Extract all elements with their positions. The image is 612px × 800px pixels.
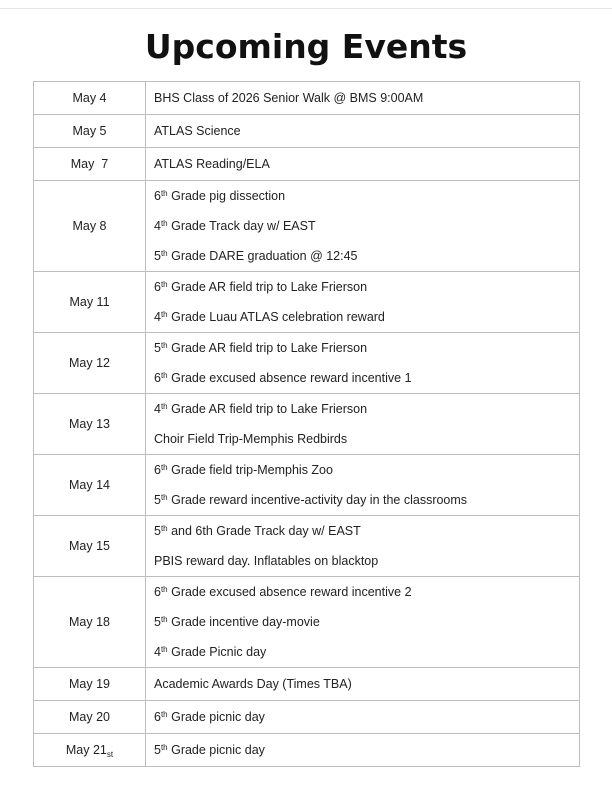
event-details [146,734,580,767]
event-text: Grade excused absence reward incentive 2 [167,585,412,599]
event-item [154,83,579,113]
event-item [154,577,579,607]
event-item [154,241,579,271]
event-row [34,701,580,734]
ordinal-suffix: th [160,524,168,533]
event-item [154,116,579,146]
event-text: Grade incentive day-movie [167,615,320,629]
event-text: Grade excused absence reward incentive 1 [167,371,412,385]
event-text: Grade Picnic day [167,645,267,659]
grade-number: 5 [154,493,161,507]
event-date-text: May 8 [72,219,107,233]
event-text: PBIS reward day. Inflatables on blacktop [154,554,379,568]
event-details [146,115,580,148]
event-text: Grade picnic day [167,743,265,757]
event-date-text: May 21 [65,743,107,757]
grade-number: 5 [154,524,161,538]
event-details [146,668,580,701]
event-text: Academic Awards Day (Times TBA) [154,677,352,691]
event-date [34,668,146,701]
event-text: ATLAS Science [154,124,241,138]
event-item [154,637,579,667]
event-date [34,181,146,272]
event-date [34,394,146,455]
event-date [34,82,146,115]
ordinal-suffix: th [160,493,168,502]
event-details [146,455,580,516]
event-text: Grade pig dissection [167,189,286,203]
event-text: Grade AR field trip to Lake Frierson [167,280,368,294]
event-date-text: May 18 [69,615,110,629]
ordinal-suffix: th [160,743,168,752]
event-text: Grade picnic day [167,710,265,724]
grade-number: 6 [154,463,161,477]
ordinal-suffix: th [160,463,168,472]
ordinal-suffix: th [160,341,168,350]
grade-number: 4 [154,219,161,233]
event-text: Grade field trip-Memphis Zoo [167,463,333,477]
event-row [34,394,580,455]
top-divider [0,8,612,9]
event-text: BHS Class of 2026 Senior Walk @ BMS 9:00AM [154,91,424,105]
event-date [34,734,146,767]
event-details [146,333,580,394]
ordinal-suffix: th [160,189,168,198]
event-row [34,333,580,394]
event-item [154,669,579,699]
event-date-text: May 4 [72,91,107,105]
event-details [146,181,580,272]
event-item [154,394,579,424]
grade-number: 6 [154,585,161,599]
event-text: Grade AR field trip to Lake Frierson [167,402,368,416]
event-row [34,148,580,181]
event-date [34,577,146,668]
ordinal-suffix: th [160,219,168,228]
event-details [146,577,580,668]
event-item [154,607,579,637]
event-row [34,272,580,333]
event-text: Grade DARE graduation @ 12:45 [167,249,358,263]
event-date [34,272,146,333]
grade-number: 4 [154,402,161,416]
event-item [154,455,579,485]
grade-number: 5 [154,615,161,629]
event-item [154,546,579,576]
event-date [34,701,146,734]
event-details [146,516,580,577]
event-details [146,82,580,115]
event-date [34,516,146,577]
ordinal-suffix: th [160,615,168,624]
event-text: Grade Luau ATLAS celebration reward [167,310,385,324]
event-item [154,702,579,732]
event-item [154,516,579,546]
event-text: ATLAS Reading/ELA [154,157,270,171]
event-date-text: May 15 [69,539,110,553]
event-item [154,272,579,302]
ordinal-suffix: th [160,310,168,319]
grade-number: 4 [154,645,161,659]
ordinal-suffix: th [160,585,168,594]
grade-number: 4 [154,310,161,324]
event-date [34,115,146,148]
event-row [34,455,580,516]
event-date-text: May 7 [70,157,109,171]
event-details [146,394,580,455]
event-date-suffix: st [106,750,114,759]
event-row [34,82,580,115]
event-date-text: May 14 [69,478,110,492]
grade-number: 6 [154,371,161,385]
grade-number: 6 [154,189,161,203]
page-title: Upcoming Events [144,27,468,66]
event-text: Grade Track day w/ EAST [167,219,316,233]
event-text: and 6th Grade Track day w/ EAST [167,524,361,538]
event-text: Grade AR field trip to Lake Frierson [167,341,368,355]
event-row [34,668,580,701]
events-table [33,81,580,767]
event-date [34,333,146,394]
event-date [34,148,146,181]
event-date-text: May 5 [72,124,107,138]
grade-number: 6 [154,280,161,294]
event-date-text: May 12 [69,356,110,370]
event-details [146,272,580,333]
ordinal-suffix: th [160,710,168,719]
event-item [154,181,579,211]
ordinal-suffix: th [160,280,168,289]
ordinal-suffix: th [160,249,168,258]
event-item [154,149,579,179]
event-item [154,485,579,515]
event-text: Grade reward incentive-activity day in the classrooms [167,493,468,507]
event-row [34,516,580,577]
grade-number: 5 [154,743,161,757]
event-date [34,455,146,516]
event-row [34,181,580,272]
event-item [154,735,579,765]
grade-number: 6 [154,710,161,724]
event-item [154,363,579,393]
ordinal-suffix: th [160,371,168,380]
event-details [146,701,580,734]
event-row [34,577,580,668]
event-item [154,302,579,332]
event-item [154,333,579,363]
event-date-text: May 13 [69,417,110,431]
event-date-text: May 20 [69,710,110,724]
event-date-text: May 11 [69,295,110,309]
event-row [34,115,580,148]
event-date-text: May 19 [69,677,110,691]
ordinal-suffix: th [160,645,168,654]
event-item [154,211,579,241]
ordinal-suffix: th [160,402,168,411]
event-text: Choir Field Trip-Memphis Redbirds [154,432,348,446]
event-row [34,734,580,767]
event-item [154,424,579,454]
event-details [146,148,580,181]
grade-number: 5 [154,341,161,355]
grade-number: 5 [154,249,161,263]
